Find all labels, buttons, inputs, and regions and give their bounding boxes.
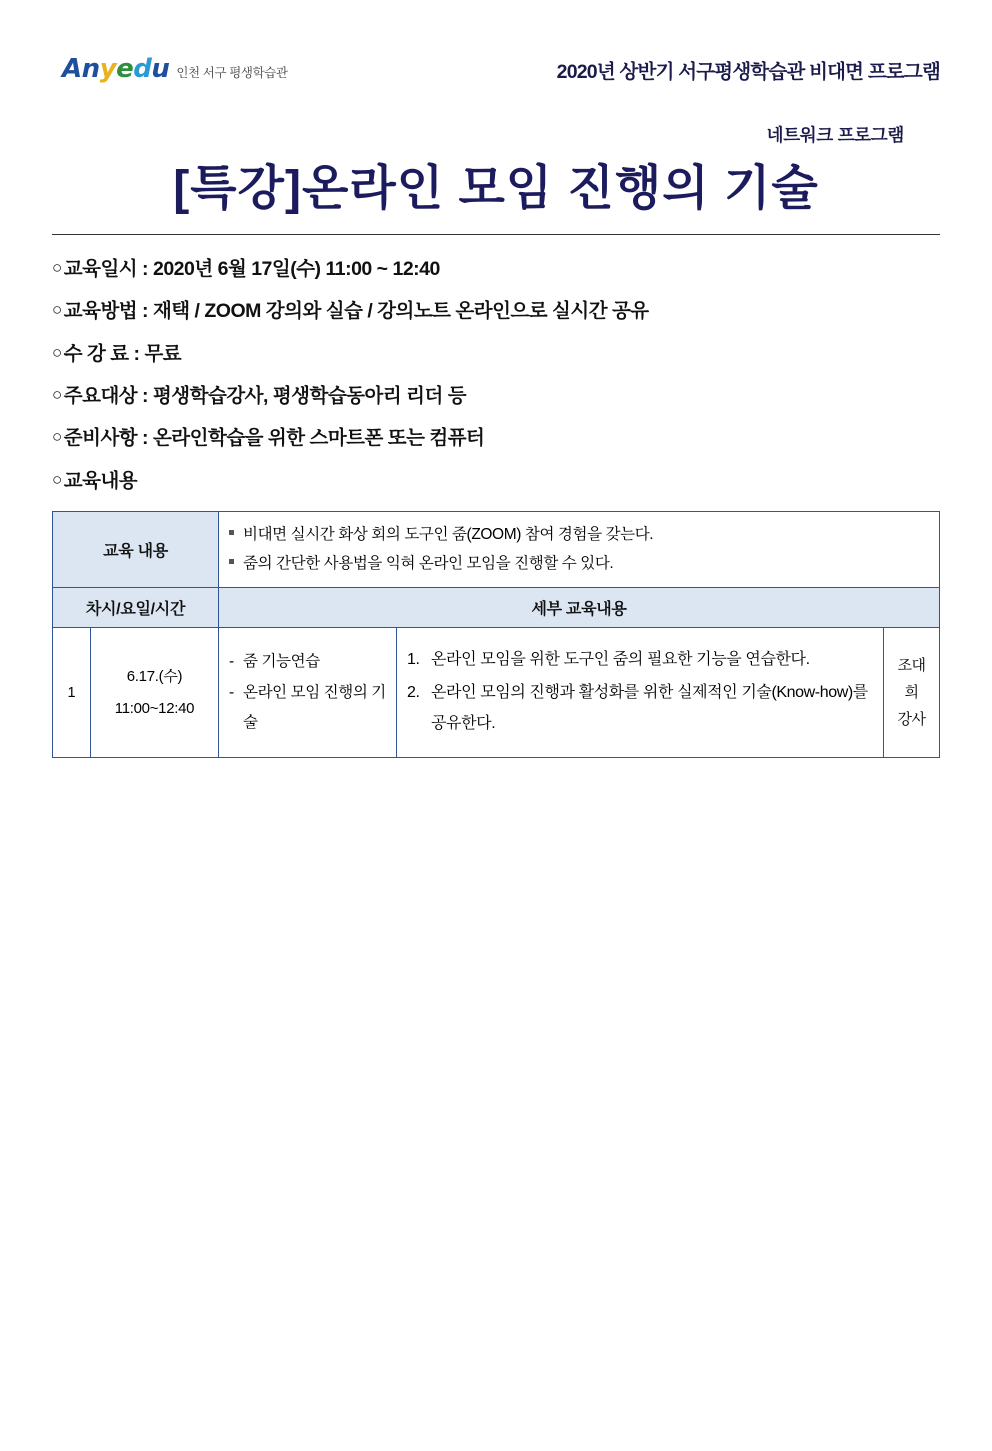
header-title: 2020년 상반기 서구평생학습관 비대면 프로그램 bbox=[556, 61, 940, 83]
info-label: 교육방법 : bbox=[63, 300, 153, 323]
row-details bbox=[397, 627, 884, 758]
detail-text: 온라인 모임을 위한 도구인 줌의 필요한 기능을 연습한다. bbox=[431, 650, 810, 668]
table-row-content bbox=[53, 512, 940, 588]
info-label: 교육일시 : bbox=[63, 257, 153, 280]
info-list bbox=[52, 257, 940, 493]
info-value: 온라인학습을 위한 스마트폰 또는 컴퓨터 bbox=[152, 427, 485, 450]
detail-number: 1. bbox=[407, 650, 420, 668]
list-item bbox=[229, 520, 929, 549]
row-schedule bbox=[91, 627, 219, 758]
logo-subtitle: 인천 서구 평생학습관 bbox=[176, 66, 288, 80]
info-item-requirements bbox=[52, 426, 940, 450]
bullet-circle-icon: ○ bbox=[52, 342, 62, 362]
row-time: 11:00~12:40 bbox=[114, 699, 195, 717]
info-item-method bbox=[52, 299, 940, 323]
info-item-fee bbox=[52, 342, 940, 366]
info-value: 재택 / ZOOM 강의와 실습 / 강의노트 온라인으로 실시간 공유 bbox=[152, 300, 649, 323]
square-bullet-icon bbox=[229, 559, 234, 564]
info-label: 교육내용 bbox=[63, 469, 138, 492]
bullet-circle-icon: ○ bbox=[52, 257, 62, 277]
table-row bbox=[53, 627, 940, 758]
content-item-text: 비대면 실시간 화상 회의 도구인 줌(ZOOM) 참여 경험을 갖는다. bbox=[243, 526, 654, 544]
curriculum-table bbox=[52, 511, 940, 758]
content-header-cell: 교육 내용 bbox=[53, 512, 219, 588]
list-item bbox=[407, 644, 873, 675]
document-header bbox=[52, 48, 940, 104]
list-item bbox=[229, 549, 929, 578]
square-bullet-icon bbox=[229, 530, 234, 535]
page-title: [특강]온라인 모임 진행의 기술 bbox=[173, 162, 819, 215]
topic-text: 줌 기능연습 bbox=[243, 653, 320, 671]
program-category: 네트워크 프로그램 bbox=[766, 125, 904, 145]
info-label: 주요대상 : bbox=[63, 384, 153, 407]
bullet-circle-icon: ○ bbox=[52, 469, 62, 489]
list-item bbox=[407, 677, 873, 739]
document-page bbox=[0, 48, 992, 1451]
info-item-datetime bbox=[52, 257, 940, 281]
detail-number: 2. bbox=[407, 684, 420, 702]
info-value: 평생학습강사, 평생학습동아리 리더 등 bbox=[152, 384, 467, 407]
dash-bullet-icon: - bbox=[229, 653, 234, 671]
row-number: 1 bbox=[53, 627, 91, 758]
info-label: 수 강 료 : bbox=[63, 342, 145, 365]
info-value: 2020년 6월 17일(수) 11:00 ~ 12:40 bbox=[152, 257, 440, 280]
organization-logo bbox=[62, 54, 288, 84]
logo-wordmark: Anyedu bbox=[62, 54, 170, 84]
column-header-session: 차시/요일/시간 bbox=[53, 587, 219, 627]
detail-text: 온라인 모임의 진행과 활성화를 위한 실제적인 기술(Know-how)를 공유한다. bbox=[431, 684, 868, 733]
list-item bbox=[229, 647, 386, 677]
bullet-circle-icon: ○ bbox=[52, 300, 62, 320]
content-items-cell bbox=[219, 512, 940, 588]
title-divider bbox=[52, 234, 940, 235]
instructor-name: 조대희 bbox=[897, 657, 926, 702]
bullet-circle-icon: ○ bbox=[52, 384, 62, 404]
info-label: 준비사항 : bbox=[63, 427, 153, 450]
table-row-headers bbox=[53, 587, 940, 627]
bullet-circle-icon: ○ bbox=[52, 427, 62, 447]
info-value: 무료 bbox=[144, 342, 182, 365]
content-item-text: 줌의 간단한 사용법을 익혀 온라인 모임을 진행할 수 있다. bbox=[243, 555, 614, 573]
instructor-role: 강사 bbox=[897, 711, 926, 729]
row-instructor bbox=[883, 627, 939, 758]
list-item bbox=[229, 678, 386, 738]
info-item-audience bbox=[52, 384, 940, 408]
row-date: 6.17.(수) bbox=[126, 668, 183, 686]
row-topics bbox=[219, 627, 397, 758]
dash-bullet-icon: - bbox=[229, 683, 234, 701]
info-item-curriculum bbox=[52, 469, 940, 493]
column-header-detail: 세부 교육내용 bbox=[219, 587, 940, 627]
topic-text: 온라인 모임 진행의 기술 bbox=[243, 683, 386, 731]
